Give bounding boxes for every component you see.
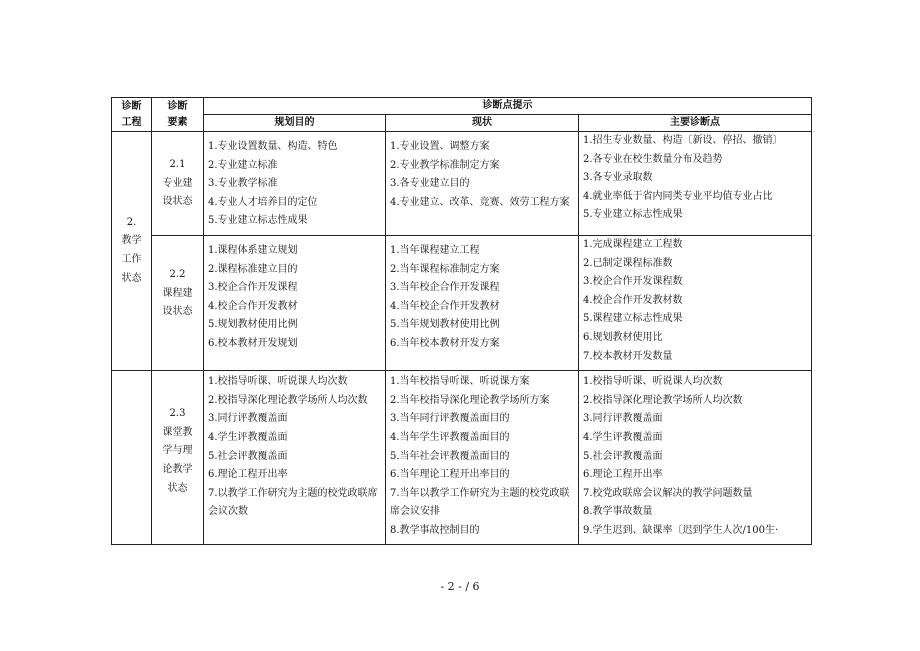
list-item: 4.专业建立、改革、竞赛、效劳工程方案 <box>390 196 570 208</box>
element-cell: 2.1 专业建 设状态 <box>152 132 204 236</box>
status-cell <box>386 371 579 545</box>
header-plan: 规划目的 <box>204 115 386 132</box>
list-item: 4.学生评教覆盖面 <box>583 431 663 443</box>
status-cell <box>386 132 579 236</box>
list-item: 6.理论工程开出率 <box>583 469 663 481</box>
header-project: 诊断 工程 <box>112 98 152 132</box>
list-item: 6.校本教材开发规划 <box>208 337 298 349</box>
list-item: 1.招生专业数量、构造〔新设、停招、撤销〕 <box>583 135 783 146</box>
list-item: 1.课程体系建立规划 <box>208 244 298 256</box>
table-row <box>112 371 812 545</box>
list-item: 1.当年校指导听课、听说课方案 <box>390 376 530 388</box>
header-row-1 <box>112 98 812 115</box>
list-item: 6.当年理论工程开出率目的 <box>390 469 510 481</box>
list-item: 2.课程标准建立目的 <box>208 263 298 275</box>
list-item: 3.同行评教覆盖面 <box>208 413 288 425</box>
list-item: 6.规划教材使用比 <box>583 331 663 343</box>
table-row <box>112 235 812 370</box>
header-row-2 <box>112 115 812 132</box>
diagnosis-table <box>111 97 812 545</box>
header-hints: 诊断点提示 <box>204 98 812 115</box>
list-item: 1.校指导听课、听说课人均次数 <box>208 376 348 388</box>
page-number: - 2 - / 6 <box>440 580 480 593</box>
list-item: 5.规划教材使用比例 <box>208 319 298 331</box>
list-item: 5.专业建立标志性成果 <box>208 215 308 227</box>
main-cell <box>579 371 812 545</box>
status-cell <box>386 235 579 370</box>
list-item: 1.专业设置、调整方案 <box>390 141 490 152</box>
project-cell: 2. 教学 工作 状态 <box>112 132 152 371</box>
list-item: 7.以教学工作研究为主题的校党政联席会议次数 <box>208 487 378 518</box>
list-item: 3.校企合作开发课程 <box>208 282 298 294</box>
list-item: 4.当年学生评教覆盖面目的 <box>390 431 510 443</box>
list-item: 2.校指导深化理论教学场所人均次数 <box>583 394 743 406</box>
list-item: 2.校指导深化理论教学场所人均次数 <box>208 394 368 406</box>
table-row <box>112 132 812 236</box>
list-item: 4.专业人才培养目的定位 <box>208 196 318 208</box>
list-item: 4.校企合作开发教材数 <box>583 294 683 306</box>
plan-cell <box>204 235 386 370</box>
project-cell-empty <box>112 371 152 545</box>
plan-cell <box>204 132 386 236</box>
main-cell <box>579 235 812 370</box>
header-status: 现状 <box>386 115 579 132</box>
list-item: 9.学生迟到、缺课率〔迟到学生人次/100生· <box>583 524 779 536</box>
list-item: 5.社会评教覆盖面 <box>208 450 288 462</box>
list-item: 7.校党政联席会议解决的教学问题数量 <box>583 487 753 499</box>
list-item: 2.已制定课程标准数 <box>583 257 673 269</box>
list-item: 4.学生评教覆盖面 <box>208 431 288 443</box>
list-item: 2.各专业在校生数量分布及趋势 <box>583 153 723 165</box>
element-cell: 2.2 课程建 设状态 <box>152 235 204 370</box>
list-item: 6.理论工程开出率 <box>208 469 288 481</box>
list-item: 3.各专业录取数 <box>583 172 653 184</box>
list-item: 3.专业教学标准 <box>208 178 278 190</box>
list-item: 2.专业建立标准 <box>208 159 278 171</box>
plan-cell <box>204 371 386 545</box>
list-item: 3.校企合作开发课程数 <box>583 276 683 288</box>
list-item: 2.当年课程标准制定方案 <box>390 263 500 275</box>
main-cell <box>579 132 812 236</box>
list-item: 6.当年校本教材开发方案 <box>390 337 500 349</box>
list-item: 3.同行评教覆盖面 <box>583 413 663 425</box>
header-element: 诊断 要素 <box>152 98 204 132</box>
list-item: 8.教学事故数量 <box>583 506 653 518</box>
list-item: 2.专业教学标准制定方案 <box>390 159 500 171</box>
list-item: 5.课程建立标志性成果 <box>583 313 683 325</box>
header-main: 主要诊断点 <box>579 115 812 132</box>
list-item: 4.就业率低于省内同类专业平均值专业占比 <box>583 190 773 202</box>
list-item: 3.当年同行评教覆盖面目的 <box>390 413 510 425</box>
list-item: 2.当年校指导深化理论教学场所方案 <box>390 394 550 406</box>
list-item: 8.教学事故控制目的 <box>390 524 480 536</box>
list-item: 1.校指导听课、听说课人均次数 <box>583 376 723 388</box>
list-item: 5.社会评教覆盖面 <box>583 450 663 462</box>
list-item: 1.完成课程建立工程数 <box>583 238 683 250</box>
list-item: 7.当年以教学工作研究为主题的校党政联席会议安排 <box>390 487 570 518</box>
list-item: 3.当年校企合作开发课程 <box>390 282 500 294</box>
list-item: 4.当年校企合作开发教材 <box>390 300 500 312</box>
list-item: 1.当年课程建立工程 <box>390 244 480 256</box>
list-item: 1.专业设置数量、构造、特色 <box>208 141 338 152</box>
list-item: 7.校本教材开发数量 <box>583 350 673 362</box>
list-item: 5.当年社会评教覆盖面目的 <box>390 450 510 462</box>
list-item: 5.专业建立标志性成果 <box>583 209 683 221</box>
list-item: 4.校企合作开发教材 <box>208 300 298 312</box>
list-item: 5.当年规划教材使用比例 <box>390 319 500 331</box>
element-cell: 2.3 课堂教 学与理 论教学 状态 <box>152 371 204 545</box>
list-item: 3.各专业建立目的 <box>390 178 470 190</box>
